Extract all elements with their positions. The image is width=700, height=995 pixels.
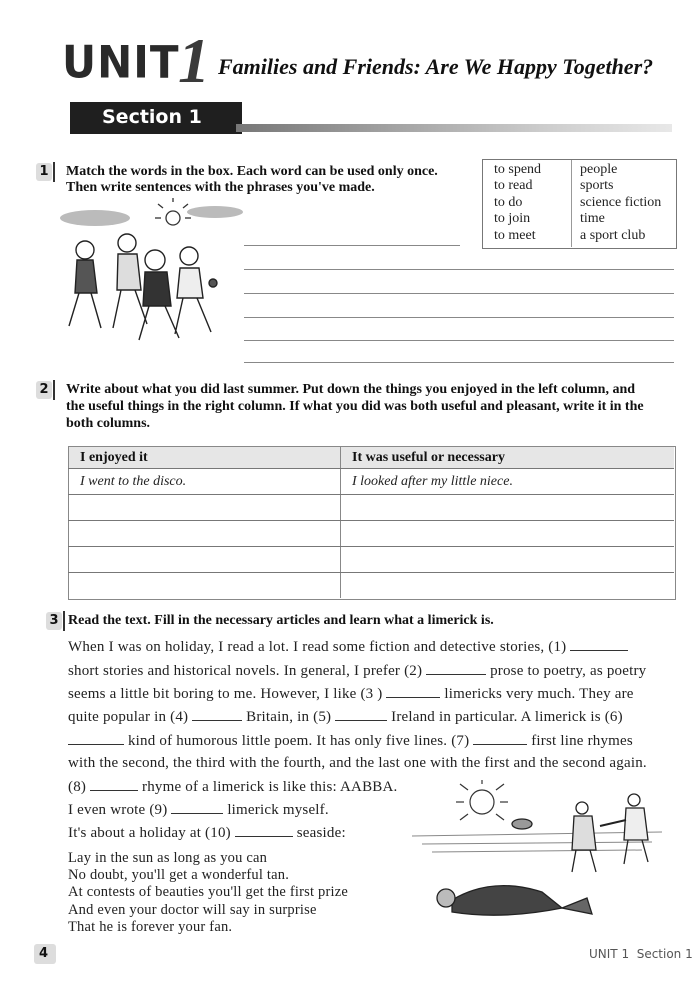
poem-line: That he is forever your fan.	[68, 918, 233, 935]
text-line	[68, 732, 633, 750]
table-example-useful: I looked after my little niece.	[352, 474, 513, 489]
task-badge-divider	[63, 611, 65, 631]
table-row-line	[68, 468, 674, 469]
word-box-verb: to read	[494, 178, 533, 194]
text-segment: prose to poetry, as poetry	[490, 663, 647, 679]
task-2-instruction-1: Write about what you did last summer. Put down the things you enjoyed in the left column, and	[66, 382, 636, 397]
unit-word: UNIT	[62, 36, 180, 89]
answer-line[interactable]	[244, 340, 674, 341]
task-1-badge: 1	[36, 163, 52, 181]
noun-column	[580, 162, 661, 244]
section-divider	[236, 124, 672, 132]
answer-line[interactable]	[244, 362, 674, 363]
text-segment: (8)	[68, 779, 87, 795]
table-col-useful: It was useful or necessary	[352, 450, 505, 465]
text-segment: limericks very much. They are	[444, 686, 634, 702]
word-box-verb: to spend	[494, 162, 542, 177]
answer-line[interactable]	[244, 293, 674, 294]
task-2-instruction-3: both columns.	[66, 416, 151, 431]
text-line	[68, 801, 329, 819]
text-line	[68, 778, 397, 796]
task-1-instruction-1: Match the words in the box. Each word can be used only once.	[66, 164, 438, 179]
running-footer: UNIT 1 Section 1	[589, 947, 693, 961]
poem-line: No doubt, you'll get a wonderful tan.	[68, 867, 290, 884]
text-segment: with the second, the third with the fourth, and the last one with the first and the second again.	[68, 755, 647, 771]
unit-number: 1	[178, 25, 210, 96]
word-box-noun: time	[580, 211, 605, 227]
blank-4[interactable]	[192, 708, 242, 721]
task-badge-divider	[53, 380, 55, 400]
task-2-badge: 2	[36, 381, 52, 399]
text-segment: kind of humorous little poem. It has only five lines. (7)	[127, 733, 470, 749]
text-segment: short stories and historical novels. In general, I prefer (2)	[68, 663, 423, 679]
task-3-badge: 3	[46, 612, 62, 630]
poem-line: And even your doctor will say in surprise	[68, 901, 317, 918]
table-row-line	[68, 494, 674, 495]
text-line	[68, 685, 634, 703]
blank-5[interactable]	[335, 708, 387, 721]
blank-6[interactable]	[68, 732, 124, 745]
blank-9[interactable]	[171, 801, 223, 814]
section-label: Section 1	[102, 106, 202, 128]
word-box-verb: to join	[494, 211, 531, 227]
table-row-line	[68, 520, 674, 521]
blank-1[interactable]	[570, 638, 628, 651]
text-line	[68, 708, 623, 726]
friends-illustration	[55, 198, 245, 348]
table-example-enjoyed: I went to the disco.	[80, 474, 187, 489]
blank-8[interactable]	[90, 778, 138, 791]
answer-line[interactable]	[244, 317, 674, 318]
table-row-line	[68, 572, 674, 573]
limerick-poem	[68, 850, 348, 936]
word-box-verb: to do	[494, 194, 523, 210]
word-box-noun: sports	[580, 178, 614, 194]
poem-line: At contests of beauties you'll get the first prize	[68, 884, 348, 901]
page-title: Families and Friends: Are We Happy Together?	[218, 54, 654, 79]
blank-10[interactable]	[235, 824, 293, 837]
summer-table	[68, 446, 676, 600]
table-row-line	[68, 546, 674, 547]
task-3-instruction: Read the text. Fill in the necessary articles and learn what a limerick is.	[68, 613, 494, 628]
text-segment: seems a little bit boring to me. However, I like (3 )	[68, 686, 383, 702]
word-box-noun: a sport club	[580, 227, 646, 243]
text-segment: It's about a holiday at (10)	[68, 825, 231, 841]
answer-line[interactable]	[244, 245, 460, 246]
blank-2[interactable]	[426, 662, 486, 675]
text-line	[68, 755, 647, 772]
text-line	[68, 824, 346, 842]
text-segment: seaside:	[296, 825, 346, 841]
blank-7[interactable]	[473, 732, 527, 745]
beach-illustration	[412, 780, 674, 940]
text-segment: limerick myself.	[227, 802, 329, 818]
word-box-noun: science fiction	[580, 194, 662, 210]
task-1-instruction-2: Then write sentences with the phrases you've made.	[66, 180, 375, 195]
word-box-noun: people	[580, 162, 618, 177]
table-col-enjoyed: I enjoyed it	[80, 450, 148, 465]
text-segment: rhyme of a limerick is like this: AABBA.	[142, 779, 398, 795]
word-box-divider	[571, 160, 572, 247]
answer-line[interactable]	[244, 269, 674, 270]
text-segment: Ireland in particular. A limerick is (6)	[391, 709, 623, 725]
page-number: 4	[39, 946, 49, 961]
text-line	[68, 662, 646, 680]
task-2-instruction-2: the useful things in the right column. If what you did was both useful and pleasant, write it in the	[66, 399, 644, 414]
text-segment: quite popular in (4)	[68, 709, 189, 725]
text-segment: I even wrote (9)	[68, 802, 168, 818]
poem-line: Lay in the sun as long as you can	[68, 850, 268, 866]
blank-3[interactable]	[386, 685, 440, 698]
verb-column	[494, 162, 541, 244]
text-segment: Britain, in (5)	[246, 709, 332, 725]
word-box-verb: to meet	[494, 227, 536, 243]
text-segment: first line rhymes	[531, 733, 633, 749]
text-line	[68, 638, 628, 656]
task-badge-divider	[53, 162, 55, 182]
text-segment: When I was on holiday, I read a lot. I read some fiction and detective stories, (1)	[68, 639, 567, 655]
